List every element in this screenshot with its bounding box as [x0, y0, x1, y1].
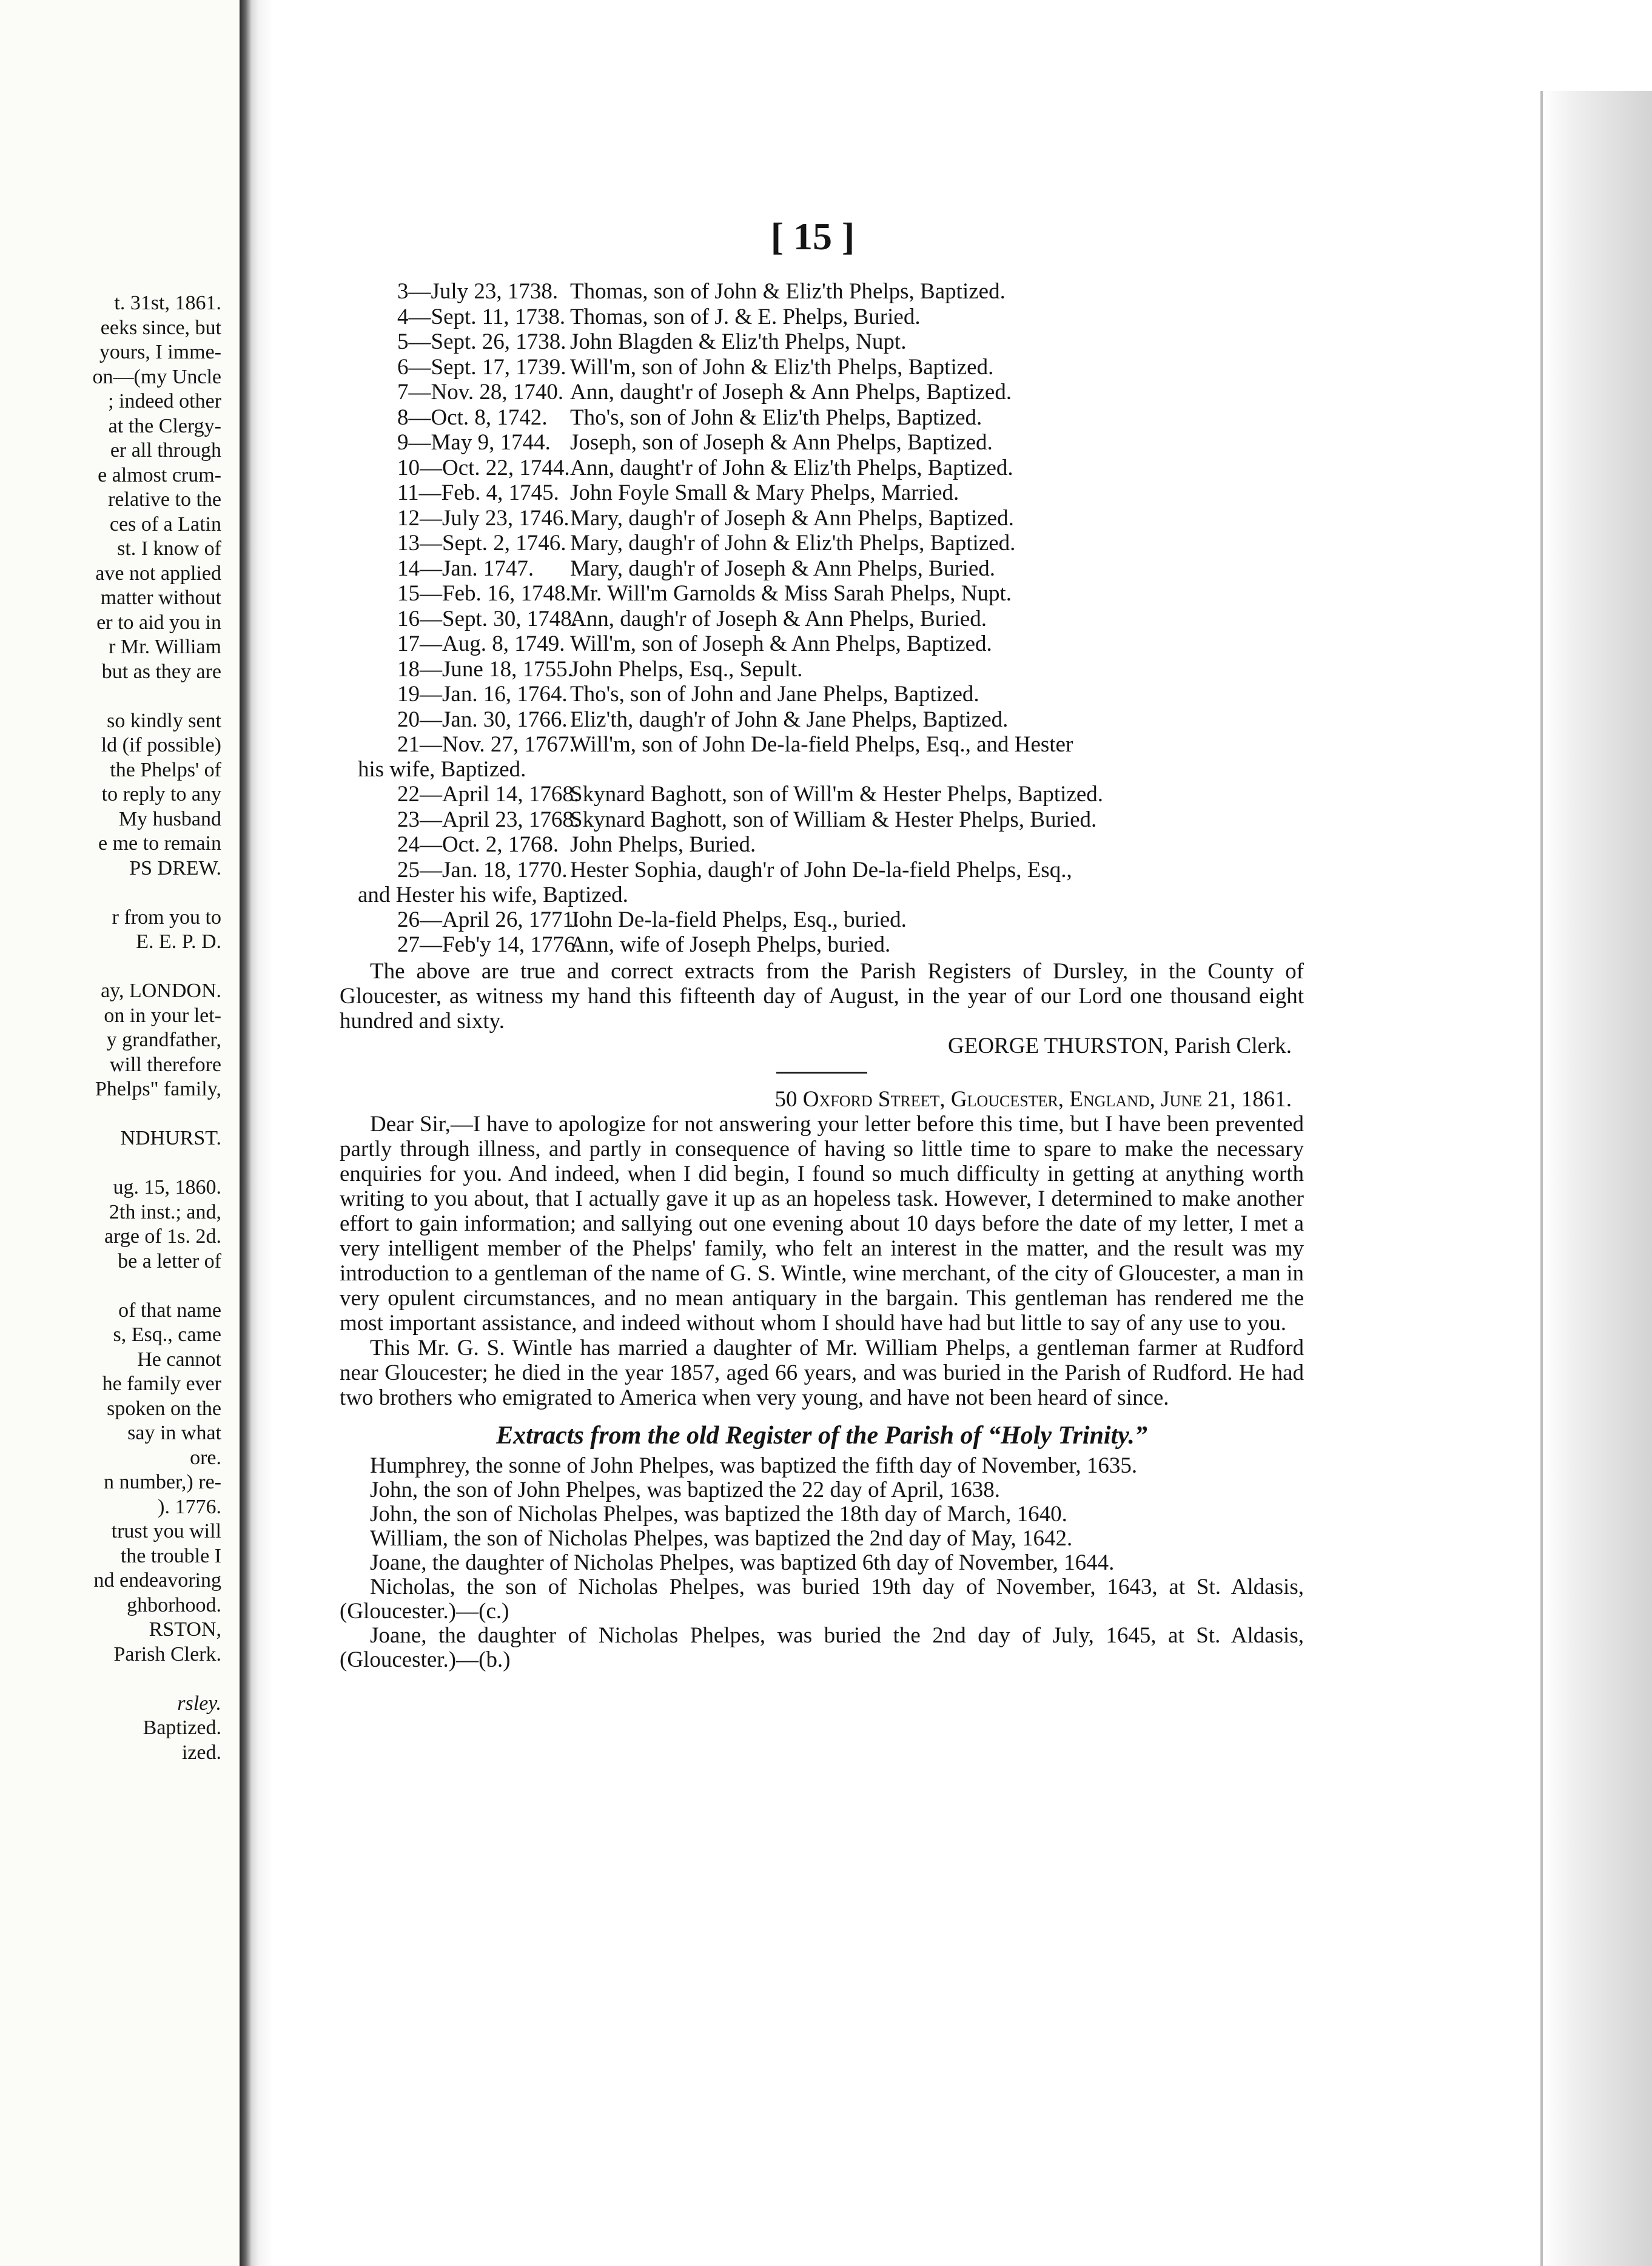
section-divider	[776, 1072, 867, 1074]
left-page-line: e me to remain	[98, 832, 221, 855]
left-page-line: RSTON,	[149, 1618, 221, 1641]
left-page-line: st. I know of	[117, 537, 221, 560]
register-date: 13—Sept. 2, 1746.	[397, 531, 566, 556]
left-page-line: eeks since, but	[100, 316, 221, 339]
left-page-line: nd endeavoring	[93, 1569, 221, 1592]
left-page-line: ized.	[181, 1741, 221, 1764]
register-entry	[340, 807, 1304, 833]
left-page-line: the Phelps' of	[110, 758, 221, 781]
left-page-line: Parish Clerk.	[113, 1642, 221, 1666]
left-page-line: on in your let-	[104, 1004, 221, 1027]
register-date: 15—Feb. 16, 1748.	[397, 581, 571, 606]
left-page-line: ave not applied	[95, 562, 221, 585]
left-page-line: er to aid you in	[96, 611, 221, 634]
register-text: Will'm, son of Joseph & Ann Phelps, Baptized.	[570, 631, 992, 656]
register-date: 12—July 23, 1746.	[397, 505, 569, 531]
register-text: Ann, daught'r of Joseph & Ann Phelps, Baptized.	[570, 380, 1012, 405]
extract-entry: William, the son of Nicholas Phelpes, was baptized the 2nd day of May, 1642.	[370, 1525, 1073, 1551]
left-page-line: of that name	[118, 1299, 221, 1322]
register-text: Joseph, son of Joseph & Ann Phelps, Baptized.	[570, 430, 993, 455]
register-entry	[340, 329, 1304, 355]
left-page-line: at the Clergy-	[108, 414, 221, 437]
register-text: John De-la-field Phelps, Esq., buried.	[570, 907, 907, 932]
register-date: 5—Sept. 26, 1738.	[397, 329, 566, 354]
left-page-line: matter without	[100, 587, 221, 609]
register-entry	[340, 456, 1304, 481]
left-page-line: 2th inst.; and,	[109, 1200, 221, 1223]
left-page-line: say in what	[127, 1422, 221, 1444]
left-page-line: on—(my Uncle	[92, 365, 221, 388]
register-entry	[340, 832, 1304, 858]
left-page-line: Baptized.	[143, 1716, 221, 1739]
register-date: 17—Aug. 8, 1749.	[397, 631, 565, 656]
register-date: 22—April 14, 1768.	[397, 782, 580, 807]
register-text: Ann, wife of Joseph Phelps, buried.	[570, 932, 891, 957]
left-page-line: NDHURST.	[120, 1127, 221, 1149]
register-date: 27—Feb'y 14, 1776.	[397, 932, 581, 957]
extracts-heading: Extracts from the old Register of the Parish of “Holy Trinity.”	[496, 1421, 1147, 1450]
certification-text: The above are true and correct extracts from the Parish Registers of Dursley, in the County of Gloucester, as witness my hand this fifteenth day of August, in the year of our Lord one thousand eight hundred and sixty.	[340, 958, 1304, 1034]
register-date: 6—Sept. 17, 1739.	[397, 354, 566, 380]
left-page-line: He cannot	[137, 1348, 221, 1371]
register-text: John Blagden & Eliz'th Phelps, Nupt.	[570, 329, 907, 354]
register-date: 20—Jan. 30, 1766.	[397, 707, 568, 732]
register-date: 26—April 26, 1771.	[397, 907, 580, 932]
left-page-line	[0, 684, 221, 709]
extract-entry: John, the son of Nicholas Phelpes, was baptized the 18th day of March, 1640.	[370, 1501, 1067, 1527]
extracts-list	[340, 1454, 1304, 1672]
left-page-line: yours, I imme-	[99, 341, 221, 363]
extract-entry: Nicholas, the son of Nicholas Phelpes, was buried 19th day of November, 1643, at St. Aldasis, (Gloucester.)—(c.)	[340, 1574, 1304, 1624]
register-text: John Phelps, Esq., Sepult.	[570, 656, 803, 682]
extract-entry: John, the son of John Phelpes, was baptized the 22 day of April, 1638.	[370, 1477, 1000, 1502]
left-page-line	[0, 1667, 221, 1692]
register-date: 8—Oct. 8, 1742.	[397, 405, 548, 430]
register-date: 21—Nov. 27, 1767.	[397, 732, 575, 757]
book-gutter	[240, 0, 273, 2266]
left-page-line: ore.	[190, 1446, 221, 1469]
left-page-line: he family ever	[102, 1373, 221, 1395]
register-entry	[340, 607, 1304, 632]
left-page-line: so kindly sent	[107, 709, 221, 732]
left-page-line: ). 1776.	[158, 1495, 221, 1518]
letter-paragraph: This Mr. G. S. Wintle has married a daughter of Mr. William Phelps, a gentleman farmer at Rudford near Gloucester; he died in the year 1857, aged 66 years, and was buried in the Parish of Rudford. He had two brothers who emigrated to America when very young, and have not been heard of since.	[340, 1335, 1304, 1410]
left-page-line: rsley.	[177, 1692, 221, 1715]
left-page-line: t. 31st, 1861.	[114, 292, 221, 314]
register-text: Will'm, son of John De-la-field Phelps, Esq., and Hester	[570, 732, 1073, 757]
register-date: 25—Jan. 18, 1770.	[397, 857, 568, 883]
register-text: Will'm, son of John & Eliz'th Phelps, Baptized.	[570, 354, 994, 380]
register-text: Mr. Will'm Garnolds & Miss Sarah Phelps, Nupt.	[570, 581, 1012, 606]
left-page-line: er all through	[110, 439, 221, 462]
register-text: Skynard Baghott, son of William & Hester Phelps, Buried.	[570, 807, 1097, 832]
page-edge	[1540, 91, 1652, 2266]
register-text: Ann, daugh'r of Joseph & Ann Phelps, Buried.	[570, 606, 987, 631]
left-page-line	[0, 1102, 221, 1127]
left-page-line: PS DREW.	[129, 856, 221, 879]
left-page-line: be a letter of	[118, 1249, 221, 1273]
register-date: 10—Oct. 22, 1744.	[397, 455, 570, 480]
register-entry	[340, 355, 1304, 380]
register-text: Thomas, son of J. & E. Phelps, Buried.	[570, 304, 921, 329]
register-entry	[340, 405, 1304, 431]
left-page-line	[0, 1151, 221, 1176]
register-entry	[340, 707, 1304, 733]
register-text: John Foyle Small & Mary Phelps, Married.	[570, 480, 959, 505]
register-date: 14—Jan. 1747.	[397, 556, 534, 581]
register-entry	[340, 858, 1304, 907]
left-page-line: the trouble I	[120, 1544, 221, 1567]
letter	[340, 1087, 1304, 1410]
extract-entry: Joane, the daughter of Nicholas Phelpes, was buried the 2nd day of July, 1645, at St. Aldasis, (Gloucester.)—(b.)	[340, 1622, 1304, 1672]
left-page-line: ug. 15, 1860.	[113, 1176, 221, 1199]
register-date: 19—Jan. 16, 1764.	[397, 682, 568, 707]
register-entry	[340, 782, 1304, 807]
register-date: 23—April 23, 1768.	[397, 807, 580, 832]
left-page-line	[0, 881, 221, 906]
register-entry	[340, 556, 1304, 582]
register-text: Thomas, son of John & Eliz'th Phelps, Baptized.	[570, 279, 1006, 304]
register-text: Mary, daugh'r of Joseph & Ann Phelps, Buried.	[570, 556, 996, 581]
register-text-continued: his wife, Baptized.	[358, 757, 526, 782]
register-entry	[340, 380, 1304, 405]
left-page-line: n number,) re-	[103, 1471, 221, 1493]
left-page-line: r Mr. William	[109, 636, 221, 658]
page-number: [ 15 ]	[770, 215, 855, 258]
certification-signature: GEORGE THURSTON, Parish Clerk.	[948, 1033, 1292, 1058]
left-facing-page	[0, 0, 240, 2266]
left-page-line: e almost crum-	[98, 463, 221, 486]
left-page-line	[0, 1274, 221, 1299]
register-text: Mary, daugh'r of John & Eliz'th Phelps, Baptized.	[570, 531, 1016, 556]
register-list	[340, 279, 1304, 958]
left-page-line: to reply to any	[101, 783, 221, 805]
register-entry	[340, 581, 1304, 607]
register-date: 3—July 23, 1738.	[397, 279, 559, 304]
register-entry	[340, 279, 1304, 304]
left-page-line: will therefore	[109, 1053, 221, 1076]
register-text: Hester Sophia, daugh'r of John De-la-field Phelps, Esq.,	[570, 857, 1072, 883]
register-date: 18—June 18, 1755.	[397, 656, 573, 682]
register-entry	[340, 304, 1304, 330]
register-entry	[340, 506, 1304, 531]
register-entry	[340, 430, 1304, 456]
register-entry	[340, 932, 1304, 958]
left-page-line: ces of a Latin	[109, 513, 221, 536]
register-date: 7—Nov. 28, 1740.	[397, 380, 564, 405]
register-date: 24—Oct. 2, 1768.	[397, 832, 559, 857]
register-date: 16—Sept. 30, 1748.	[397, 606, 578, 631]
left-page-line: E. E. P. D.	[136, 930, 221, 953]
left-page-line: My husband	[118, 807, 221, 830]
register-date: 9—May 9, 1744.	[397, 430, 551, 455]
letter-address: 50 Oxford Street, Gloucester, England, June 21, 1861.	[774, 1086, 1292, 1112]
register-text: Skynard Baghott, son of Will'm & Hester Phelps, Baptized.	[570, 782, 1104, 807]
left-page-line: r from you to	[112, 906, 221, 929]
left-page-line: trust you will	[111, 1520, 221, 1542]
register-text: Mary, daugh'r of Joseph & Ann Phelps, Baptized.	[570, 505, 1014, 531]
left-page-line: spoken on the	[107, 1397, 221, 1420]
left-page-line: s, Esq., came	[113, 1323, 221, 1346]
register-entry	[340, 531, 1304, 556]
left-page-line	[0, 955, 221, 980]
register-text: Eliz'th, daugh'r of John & Jane Phelps, Baptized.	[570, 707, 1009, 732]
main-page	[340, 212, 1304, 1672]
left-page-line: y grandfather,	[106, 1029, 221, 1051]
register-date: 4—Sept. 11, 1738.	[397, 304, 566, 329]
register-text-continued: and Hester his wife, Baptized.	[358, 882, 628, 907]
register-entry	[340, 631, 1304, 657]
left-page-line: relative to the	[108, 488, 221, 511]
letter-paragraph: Dear Sir,—I have to apologize for not answering your letter before this time, but I have been prevented partly through illness, and partly in consequence of having so little time to spare to make the necessary enquiries for you. And indeed, when I did begin, I found so much difficulty in getting at anything worth writing to you about, that I actually gave it up as an hopeless task. However, I determined to make another effort to gain information; and sallying out one evening about 10 days before the date of my letter, I met a very intelligent member of the Phelps' family, who felt an interest in the matter, and the result was my introduction to a gentleman of the name of G. S. Wintle, wine merchant, of the city of Gloucester, a man in very opulent circumstances, and no mean antiquary in the bargain. This gentleman has rendered me the most important assistance, and indeed without whom I should have had but little to say of any use to you.	[340, 1111, 1304, 1336]
extract-entry: Humphrey, the sonne of John Phelpes, was baptized the fifth day of November, 1635.	[370, 1453, 1138, 1478]
register-text: Ann, daught'r of John & Eliz'th Phelps, Baptized.	[570, 455, 1013, 480]
register-entry	[340, 907, 1304, 933]
register-entry	[340, 480, 1304, 506]
left-page-line: ay, LONDON.	[101, 980, 221, 1002]
register-text: Tho's, son of John & Eliz'th Phelps, Baptized.	[570, 405, 982, 430]
left-page-text	[0, 291, 221, 1765]
register-text: John Phelps, Buried.	[570, 832, 756, 857]
register-entry	[340, 657, 1304, 682]
extract-entry: Joane, the daughter of Nicholas Phelpes, was baptized 6th day of November, 1644.	[370, 1550, 1115, 1575]
register-entry	[340, 732, 1304, 782]
register-date: 11—Feb. 4, 1745.	[397, 480, 559, 505]
register-entry	[340, 682, 1304, 707]
left-page-line: arge of 1s. 2d.	[104, 1225, 221, 1248]
left-page-line: ghborhood.	[127, 1593, 221, 1616]
left-page-line: ld (if possible)	[101, 734, 221, 756]
register-text: Tho's, son of John and Jane Phelps, Baptized.	[570, 682, 979, 707]
left-page-line: but as they are	[101, 660, 221, 683]
left-page-line: ; indeed other	[108, 390, 221, 412]
left-page-line: Phelps" family,	[95, 1078, 221, 1100]
